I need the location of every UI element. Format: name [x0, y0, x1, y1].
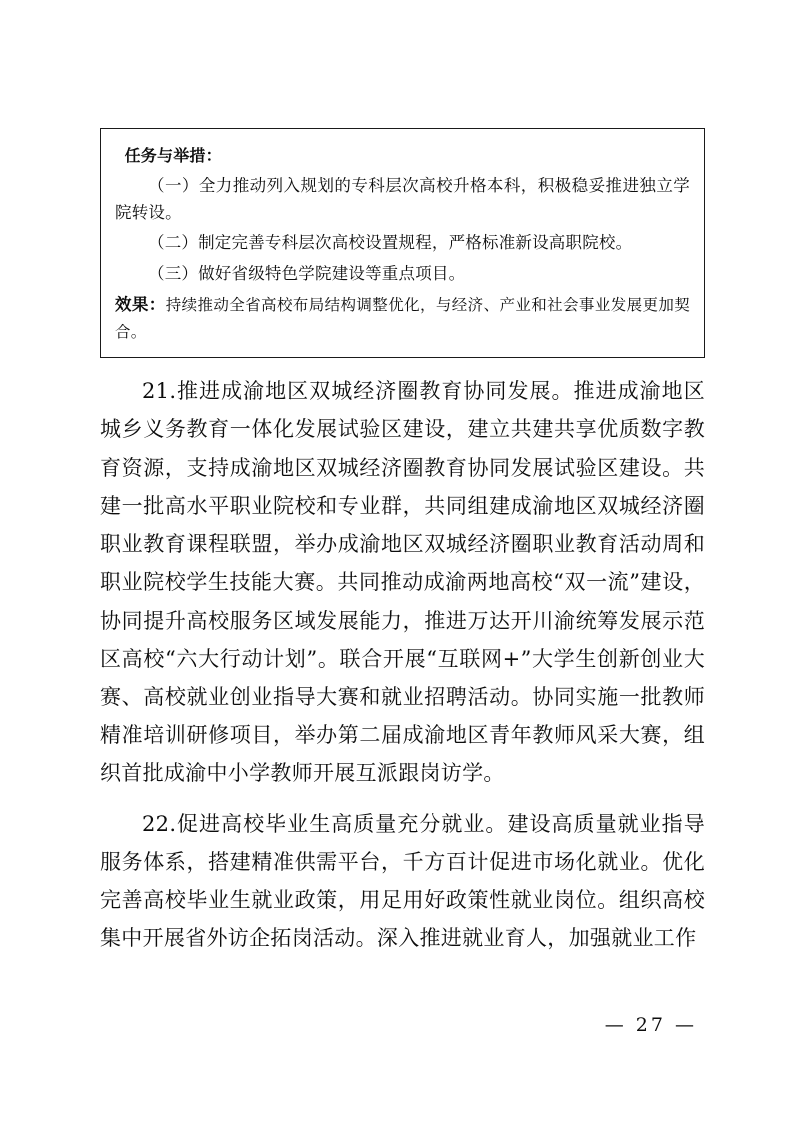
tasks-and-measures-box: [100, 128, 705, 358]
task-item-3: （三）做好省级特色学院建设等重点项目。: [148, 264, 466, 284]
page-number: — 27 —: [604, 1014, 697, 1036]
task-item-2: （二）制定完善专科层次高校设置规程，严格标准新设高职院校。: [148, 233, 633, 253]
paragraph-21: 21.推进成渝地区双城经济圈教育协同发展。推进成渝地区城乡义务教育一体化发展试验区建设，建立共建共享优质数字教育资源，支持成渝地区双城经济圈教育协同发展试验区建设。共建一批高水平职业院校和专业群，共同组建成渝地区双城经济圈职业教育课程联盟，举办成渝地区双城经济圈职业教育活动周和职业院校学生技能大赛。共同推动成渝两地高校“双一流”建设，协同提升高校服务区域发展能力，推进万达开川渝统筹发展示范区高校“六大行动计划”。联合开展“互联网+”大学生创新创业大赛、高校就业创业指导大赛和就业招聘活动。协同实施一批教师精准培训研修项目，举办第二届成渝地区青年教师风采大赛，组织首批成渝中小学教师开展互派跟岗访学。: [100, 379, 705, 786]
effect-line: [115, 292, 690, 345]
task-item-1: （一）全力推动列入规划的专科层次高校升格本科，积极稳妥推进独立学院转设。: [115, 175, 690, 222]
tasks-heading: 任务与举措：: [124, 146, 222, 165]
effect-text: 持续推动全省高校布局结构调整优化，与经济、产业和社会事业发展更加契合。: [115, 295, 690, 341]
paragraph-spacer: [100, 795, 705, 805]
effect-label: 效果：: [115, 294, 166, 314]
paragraph-22: 22.促进高校毕业生高质量充分就业。建设高质量就业指导服务体系，搭建精准供需平台，千方百计促进市场化就业。优化完善高校毕业生就业政策，用足用好政策性就业岗位。组织高校集中开展省外访企拓岗活动。深入推进就业育人，加强就业工作: [100, 811, 705, 951]
